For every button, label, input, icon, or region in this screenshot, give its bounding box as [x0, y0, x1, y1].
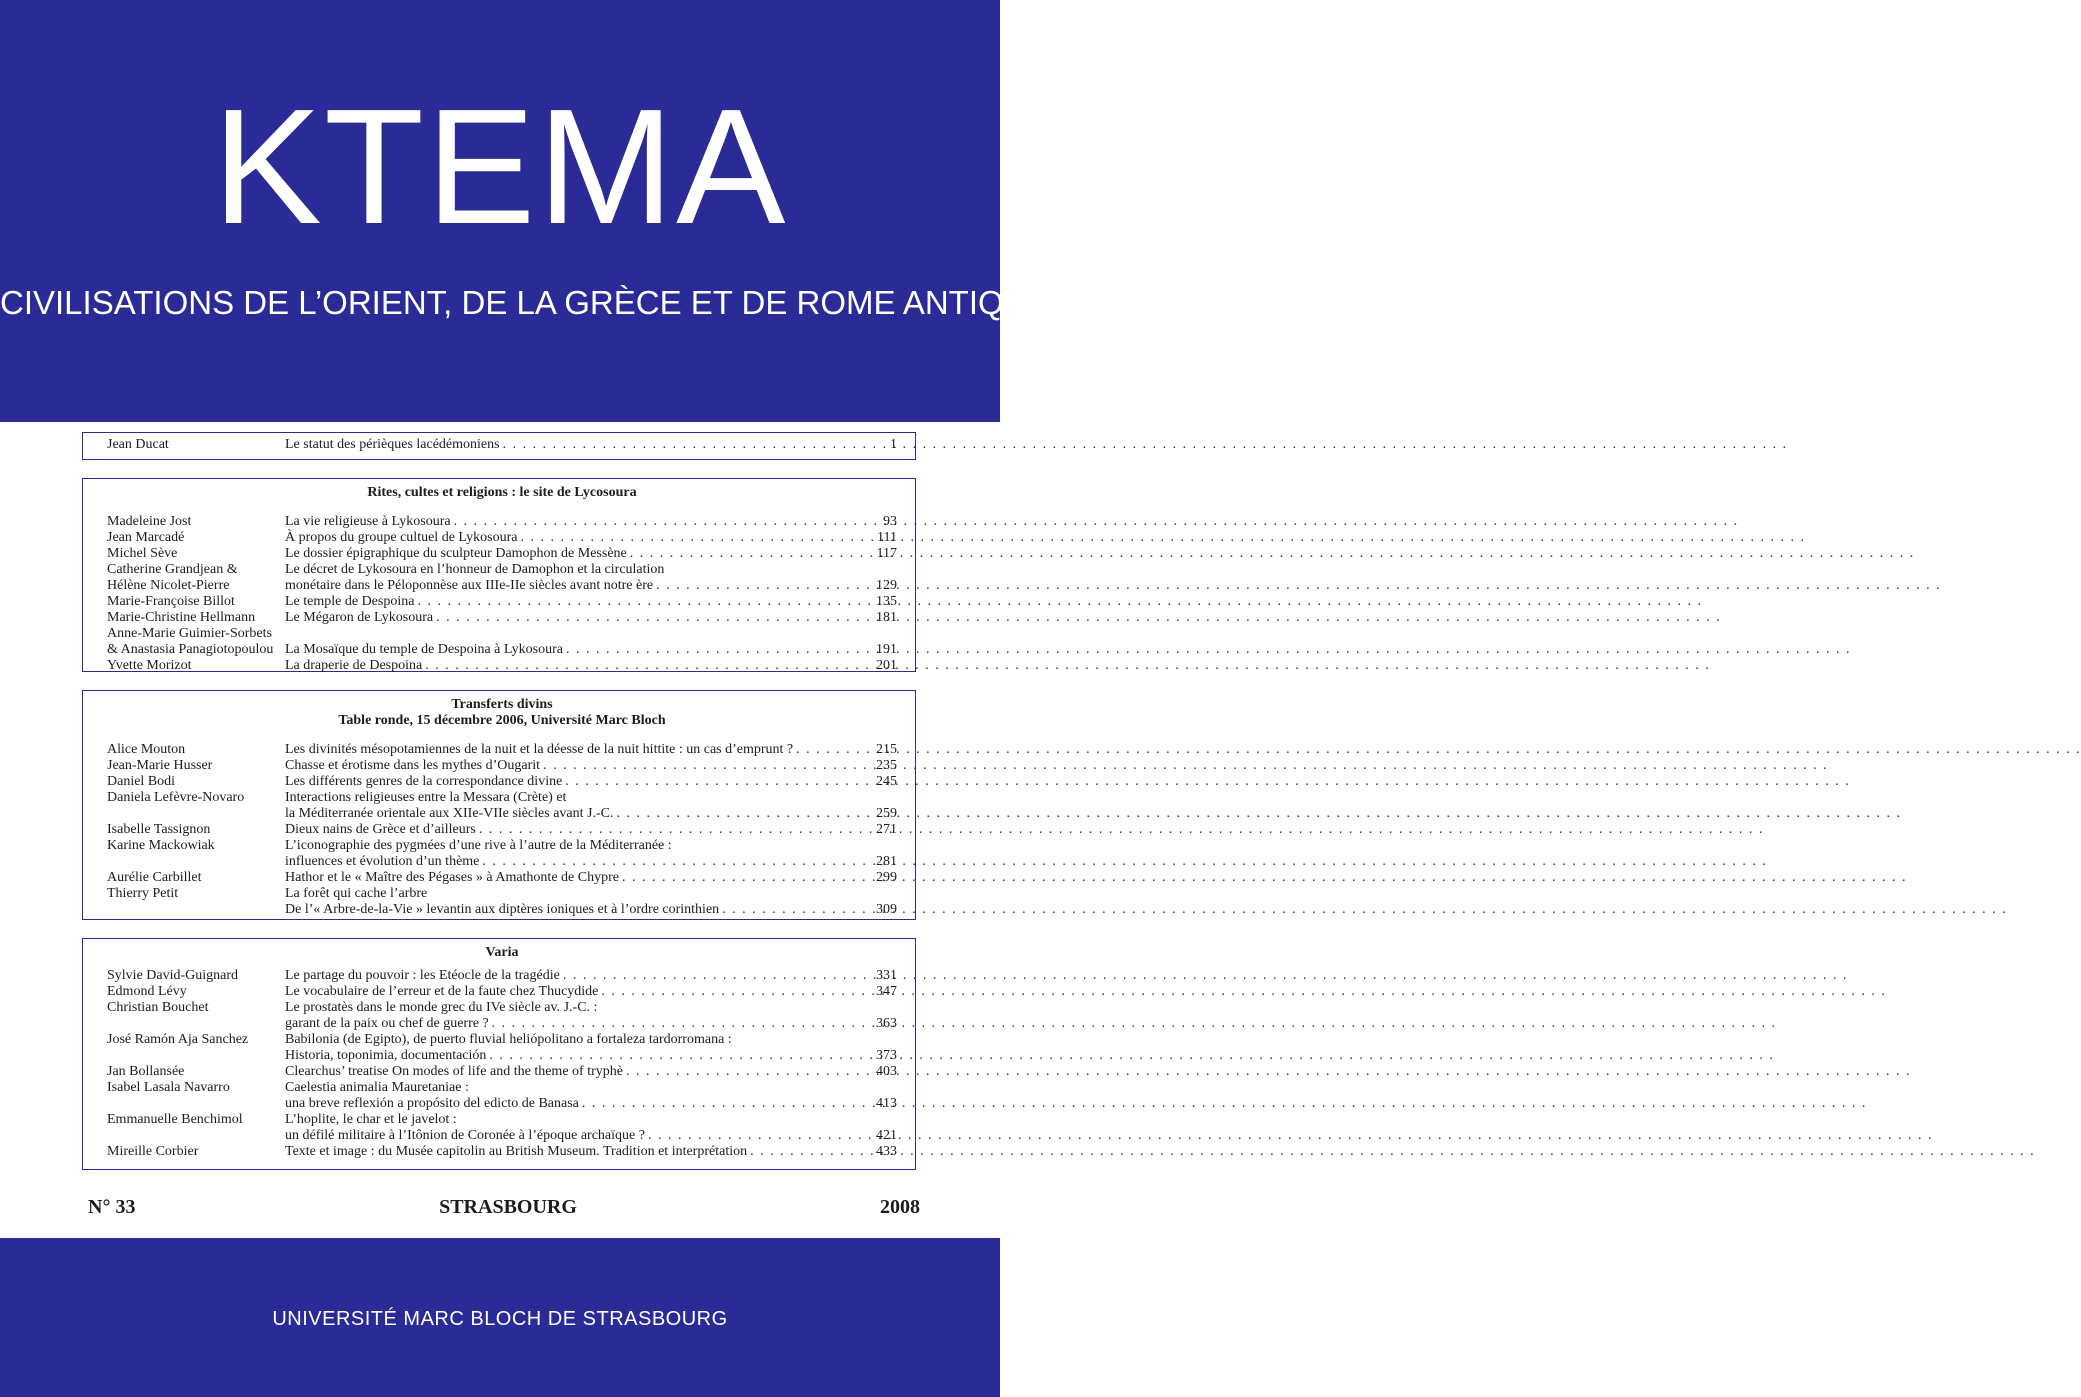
entry-page-number: 201: [876, 658, 897, 673]
entry-title: Le décret de Lykosoura en l’honneur de Damophon et la circulation: [285, 562, 665, 577]
entry-title: Le prostatès dans le monde grec du IVe siècle av. J.-C. :: [285, 1000, 598, 1015]
entry-author: Alice Mouton: [107, 742, 186, 757]
entry-author: Jan Bollansée: [107, 1064, 185, 1079]
toc-entry: [107, 1128, 897, 1144]
entry-author: Hélène Nicolet-Pierre: [107, 578, 230, 593]
toc-entry: [107, 1144, 897, 1160]
entry-title: À propos du groupe cultuel de Lykosoura: [285, 530, 518, 545]
entry-author: Emmanuelle Benchimol: [107, 1112, 243, 1127]
entry-author: Michel Sève: [107, 546, 178, 561]
entry-page-number: 117: [876, 546, 897, 561]
entry-title: La draperie de Despoina: [285, 658, 423, 673]
entry-author: Isabelle Tassignon: [107, 822, 211, 837]
entry-title: la Méditerranée orientale aux XIIe-VIIe siècles avant J.-C.: [285, 806, 614, 821]
leader-dots: [648, 1128, 1933, 1144]
toc-entry: [107, 758, 897, 774]
entry-page-number: 433: [876, 1144, 897, 1159]
entry-author: Catherine Grandjean &: [107, 562, 238, 577]
entry-author: José Ramón Aja Sanchez: [107, 1032, 249, 1047]
entry-page-number: 413: [876, 1096, 897, 1111]
entry-page-number: 259: [876, 806, 897, 821]
leader-dots: [630, 546, 1915, 562]
toc-entry: [107, 870, 897, 886]
entry-author: Christian Bouchet: [107, 1000, 209, 1015]
toc-entry: [107, 437, 897, 453]
toc-entry: [107, 1080, 897, 1096]
entry-title: un défilé militaire à l’Itônion de Coronée à l’époque archaïque ?: [285, 1128, 645, 1143]
leader-dots: [626, 1064, 1911, 1080]
toc-entry: [107, 1032, 897, 1048]
entry-title: Caelestia animalia Mauretaniae :: [285, 1080, 469, 1095]
toc-entry: [107, 546, 897, 562]
entry-title: Les divinités mésopotamiennes de la nuit et la déesse de la nuit hittite : un cas d’emprunt ?: [285, 742, 794, 757]
entry-author: & Anastasia Panagiotopoulou: [107, 642, 274, 657]
section-subheading: Table ronde, 15 décembre 2006, Université Marc Bloch: [338, 713, 666, 728]
leader-dots: [616, 806, 1901, 822]
entry-page-number: 215: [876, 742, 897, 757]
entry-author: Karine Mackowiak: [107, 838, 215, 853]
journal-subtitle: CIVILISATIONS DE L’ORIENT, DE LA GRÈCE ET DE ROME ANTIQUES: [0, 284, 1072, 321]
entry-author: Aurélie Carbillet: [107, 870, 202, 885]
toc-section-varia: [82, 938, 916, 1170]
leader-dots: [503, 437, 1788, 453]
entry-page-number: 191: [876, 642, 897, 657]
entry-author: Sylvie David-Guignard: [107, 968, 239, 983]
toc-entry: [107, 530, 897, 546]
entry-page-number: 347: [876, 984, 897, 999]
leader-dots: [796, 742, 2081, 758]
leader-dots: [565, 774, 1850, 790]
entry-title: Le Mégaron de Lykosoura: [285, 610, 434, 625]
entry-page-number: 281: [876, 854, 897, 869]
toc-entry: [107, 514, 897, 530]
entry-author: Jean Ducat: [107, 437, 169, 452]
entry-page-number: 271: [876, 822, 897, 837]
entry-title: La Mosaïque du temple de Despoina à Lykosoura: [285, 642, 563, 657]
leader-dots: [750, 1144, 2035, 1160]
leader-dots: [436, 610, 1721, 626]
entry-author: Madeleine Jost: [107, 514, 192, 529]
toc-entry: [107, 1048, 897, 1064]
leader-dots: [482, 854, 1767, 870]
toc-entry: [107, 658, 897, 674]
entry-page-number: 299: [876, 870, 897, 885]
toc-entry: [107, 774, 897, 790]
entry-author: Isabel Lasala Navarro: [107, 1080, 230, 1095]
entry-author: Edmond Lévy: [107, 984, 187, 999]
leader-dots: [566, 642, 1851, 658]
toc-entry: [107, 1096, 897, 1112]
entry-author: Daniel Bodi: [107, 774, 176, 789]
entry-title: Interactions religieuses entre la Messara (Crète) et: [285, 790, 567, 805]
leader-dots: [722, 902, 2007, 918]
toc-entry: [107, 594, 897, 610]
entry-title: influences et évolution d’un thème: [285, 854, 480, 869]
toc-entry: [107, 968, 897, 984]
entry-author: Marie-Françoise Billot: [107, 594, 235, 609]
entry-title: Hathor et le « Maître des Pégases » à Amathonte de Chypre: [285, 870, 619, 885]
entry-title: La vie religieuse à Lykosoura: [285, 514, 451, 529]
leader-dots: [622, 870, 1907, 886]
entry-author: Jean Marcadé: [107, 530, 185, 545]
toc-entry: [107, 790, 897, 806]
entry-title: una breve reflexión a propósito del edicto de Banasa: [285, 1096, 579, 1111]
entry-page-number: 1: [890, 437, 897, 452]
toc-section-1: [82, 432, 916, 460]
entry-title: L’hoplite, le char et le javelot :: [285, 1112, 457, 1127]
entry-page-number: 235: [876, 758, 897, 773]
entry-page-number: 331: [876, 968, 897, 983]
leader-dots: [489, 1048, 1774, 1064]
toc-section-lycosoura: [82, 478, 916, 672]
entry-title: Le dossier épigraphique du sculpteur Damophon de Messène: [285, 546, 627, 561]
entry-title: L’iconographie des pygmées d’une rive à l’autre de la Méditerranée :: [285, 838, 672, 853]
entry-page-number: 421: [876, 1128, 897, 1143]
entry-page-number: 403: [876, 1064, 897, 1079]
entry-page-number: 135: [876, 594, 897, 609]
toc-entry: [107, 626, 897, 642]
entry-title: Clearchus’ treatise On modes of life and the theme of tryphè: [285, 1064, 623, 1079]
toc-entry: [107, 984, 897, 1000]
entry-title: monétaire dans le Péloponnèse aux IIIe-IIe siècles avant notre ère: [285, 578, 654, 593]
entry-title: Les différents genres de la correspondance divine: [285, 774, 563, 789]
entry-title: Babilonia (de Egipto), de puerto fluvial heliópolitano a fortaleza tardorromana :: [285, 1032, 732, 1047]
toc-entry: [107, 1112, 897, 1128]
entry-title: Chasse et érotisme dans les mythes d’Ougarit: [285, 758, 541, 773]
toc-section-transferts: [82, 690, 916, 920]
leader-dots: [417, 594, 1702, 610]
entry-title: La forêt qui cache l’arbre: [285, 886, 428, 901]
leader-dots: [454, 514, 1739, 530]
toc-entry: [107, 854, 897, 870]
toc-entry: [107, 610, 897, 626]
entry-title: Le temple de Despoina: [285, 594, 415, 609]
leader-dots: [425, 658, 1710, 674]
entry-title: De l’« Arbre-de-la-Vie » levantin aux diptères ioniques et à l’ordre corinthien: [285, 902, 720, 917]
toc-entry: [107, 822, 897, 838]
leader-dots: [492, 1016, 1777, 1032]
toc-entry: [107, 742, 897, 758]
toc-entry: [107, 1000, 897, 1016]
entry-author: Jean-Marie Husser: [107, 758, 213, 773]
leader-dots: [656, 578, 1941, 594]
entry-page-number: 129: [876, 578, 897, 593]
leader-dots: [521, 530, 1806, 546]
toc-entry: [107, 886, 897, 902]
entry-page-number: 373: [876, 1048, 897, 1063]
issue-number: N° 33: [88, 1196, 136, 1218]
entry-author: Daniela Lefèvre-Novaro: [107, 790, 245, 805]
entry-title: Dieux nains de Grèce et d’ailleurs: [285, 822, 476, 837]
entry-title: garant de la paix ou chef de guerre ?: [285, 1016, 489, 1031]
publication-year: 2008: [880, 1196, 920, 1218]
leader-dots: [601, 984, 1886, 1000]
leader-dots: [563, 968, 1848, 984]
leader-dots: [582, 1096, 1867, 1112]
toc-entry: [107, 642, 897, 658]
leader-dots: [479, 822, 1764, 838]
entry-author: Anne-Marie Guimier-Sorbets: [107, 626, 272, 641]
entry-page-number: 111: [877, 530, 897, 545]
toc-entry: [107, 838, 897, 854]
entry-title: Le partage du pouvoir : les Etéocle de la tragédie: [285, 968, 560, 983]
publisher: UNIVERSITÉ MARC BLOCH DE STRASBOURG: [272, 1308, 728, 1330]
entry-title: Le vocabulaire de l’erreur et de la faute chez Thucydide: [285, 984, 599, 999]
section-heading: Transferts divins: [451, 697, 553, 712]
leader-dots: [543, 758, 1828, 774]
toc-entry: [107, 562, 897, 578]
toc-entry: [107, 1064, 897, 1080]
entry-page-number: 245: [876, 774, 897, 789]
entry-page-number: 93: [883, 514, 897, 529]
entry-page-number: 181: [876, 610, 897, 625]
entry-title: Historia, toponimia, documentación: [285, 1048, 487, 1063]
section-heading: Varia: [485, 945, 519, 960]
entry-page-number: 309: [876, 902, 897, 917]
toc-entry: [107, 1016, 897, 1032]
toc-entry: [107, 578, 897, 594]
entry-title: Le statut des périèques lacédémoniens: [285, 437, 500, 452]
entry-author: Thierry Petit: [107, 886, 179, 901]
entry-author: Marie-Christine Hellmann: [107, 610, 256, 625]
entry-title: Texte et image : du Musée capitolin au British Museum. Tradition et interprétation: [285, 1144, 748, 1159]
toc-entry: [107, 902, 897, 918]
entry-author: Mireille Corbier: [107, 1144, 199, 1159]
entry-page-number: 363: [876, 1016, 897, 1031]
journal-title: KTEMA: [212, 75, 788, 258]
publication-city: STRASBOURG: [439, 1196, 577, 1218]
section-heading: Rites, cultes et religions : le site de Lycosoura: [367, 485, 637, 500]
entry-author: Yvette Morizot: [107, 658, 192, 673]
toc-entry: [107, 806, 897, 822]
